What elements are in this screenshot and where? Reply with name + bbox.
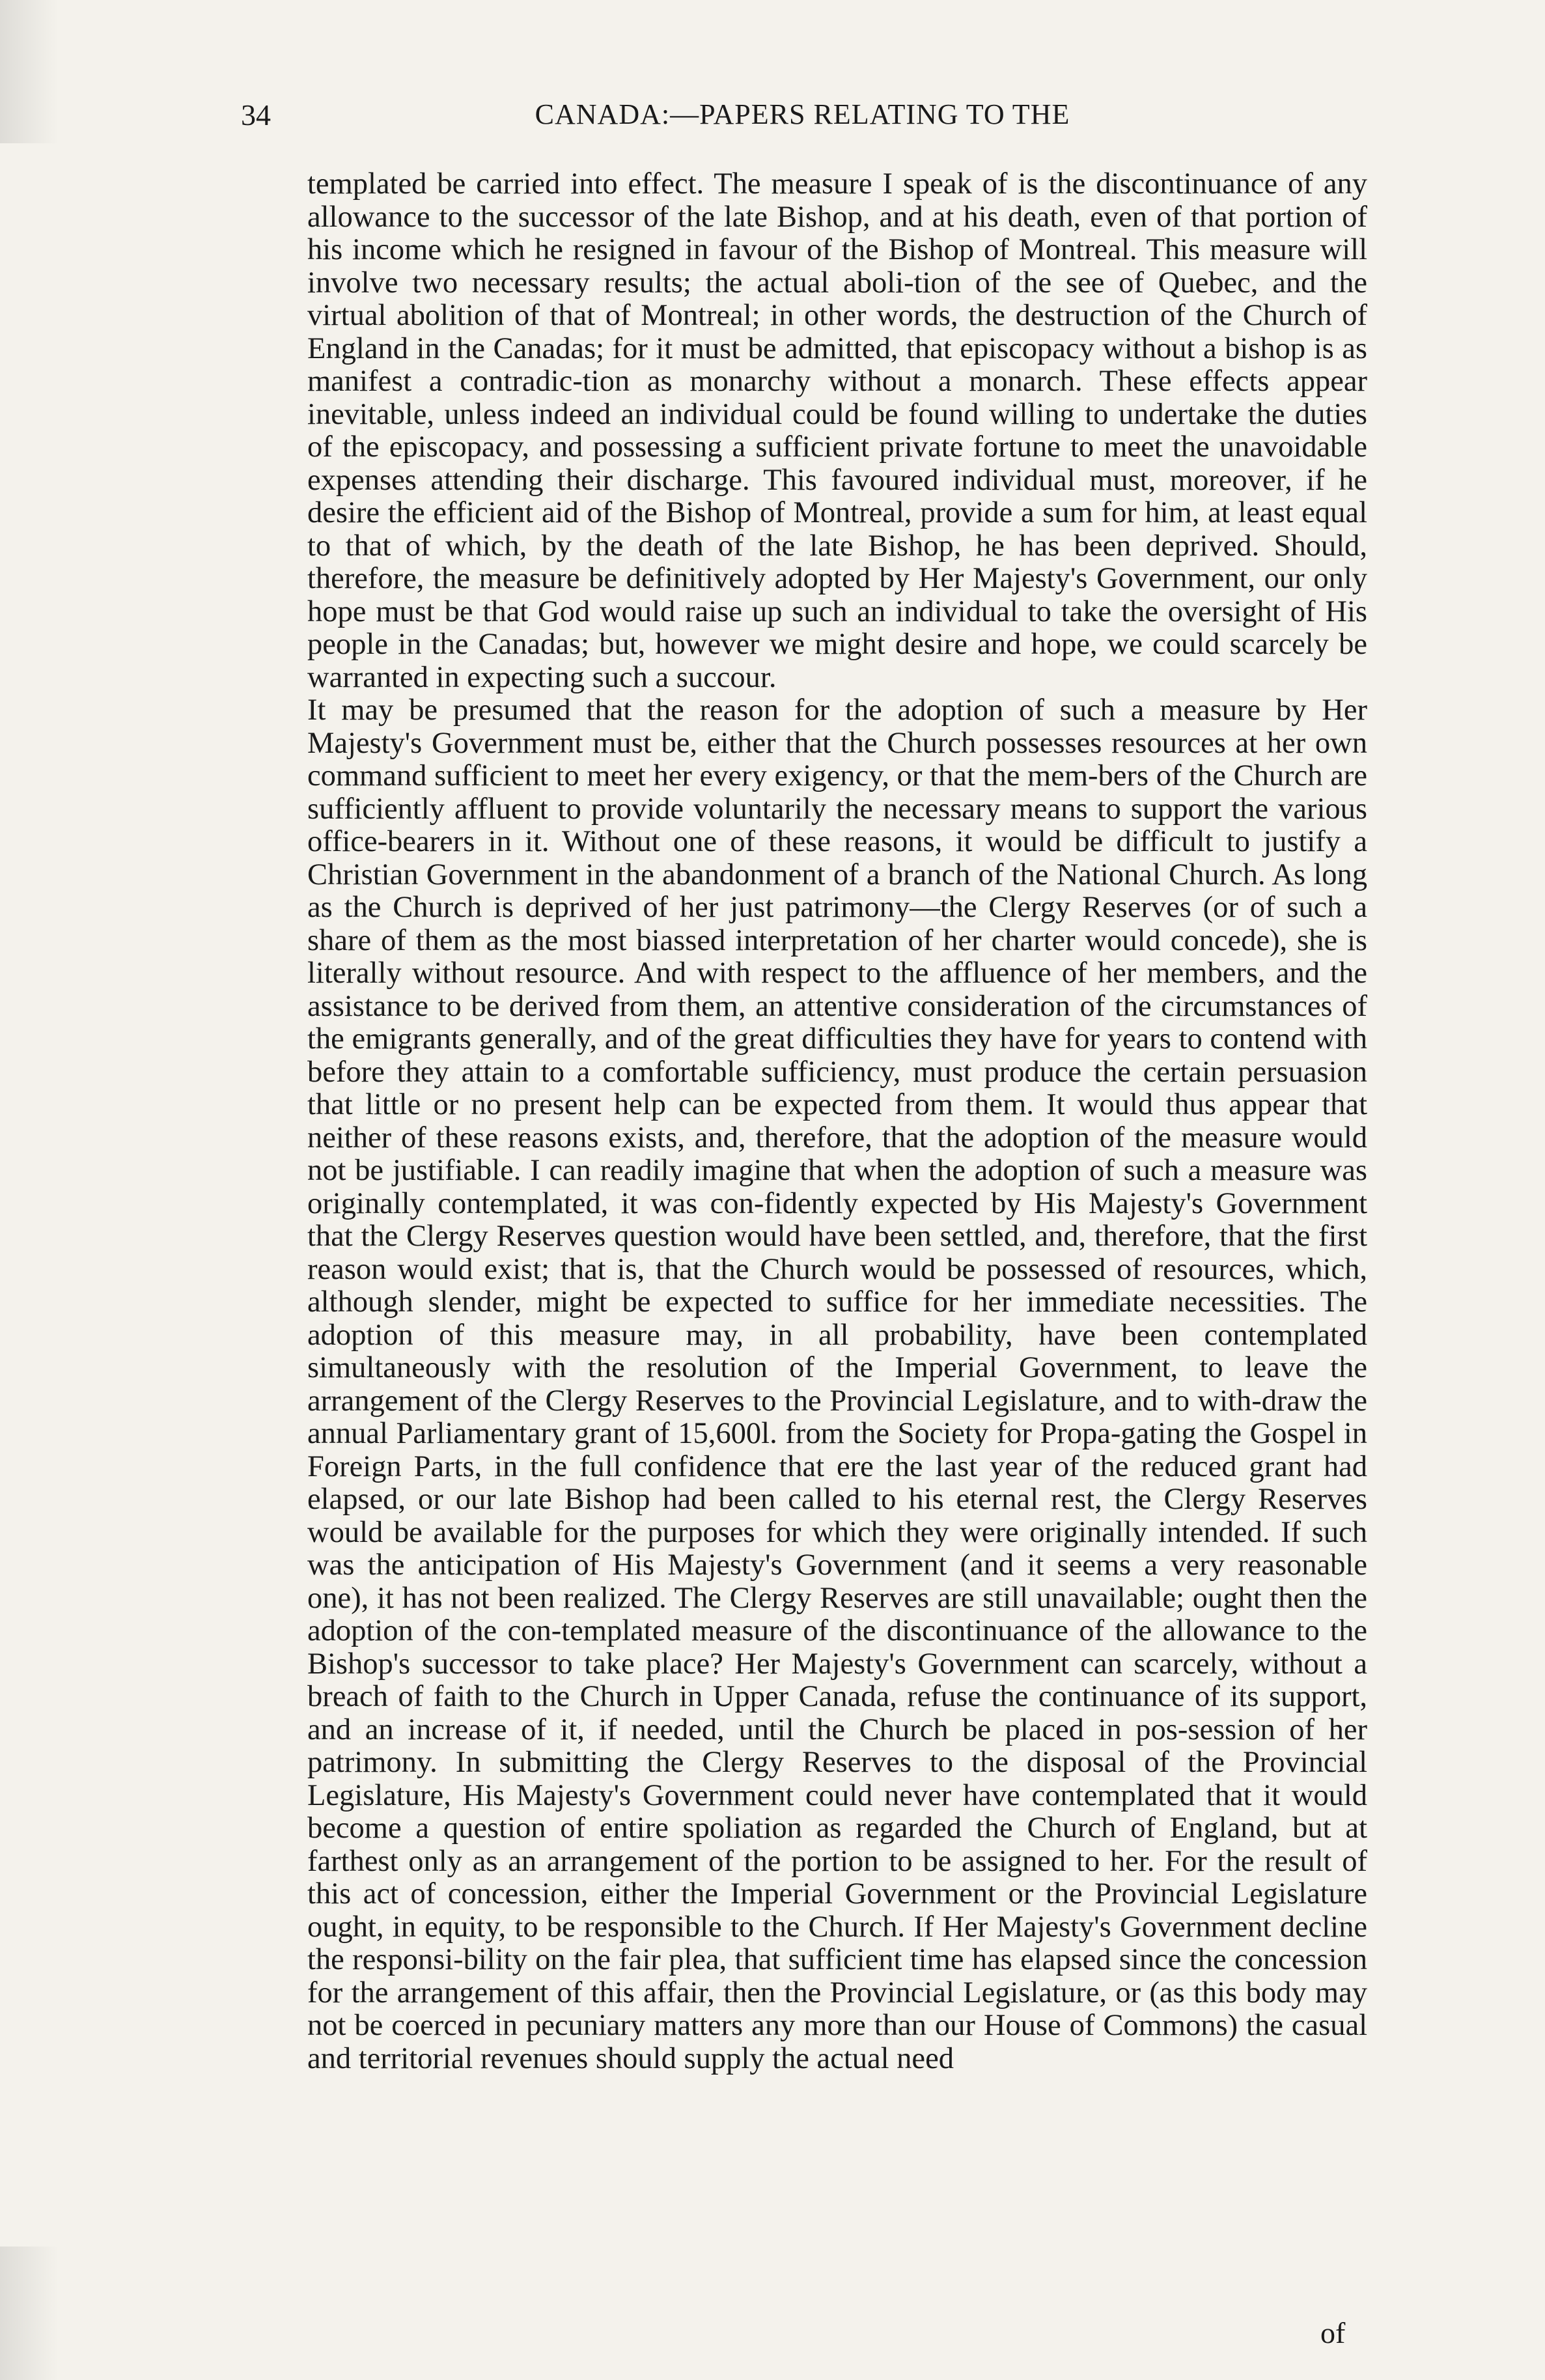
body-text: [307, 168, 1367, 2075]
catchword: of: [1320, 2316, 1346, 2349]
page-header: [241, 98, 1364, 143]
scan-edge-mark: [0, 0, 59, 143]
scan-edge-mark: [0, 2247, 59, 2380]
paragraph: It may be presumed that the reason for the adoption of such a measure by Her Majesty's Government must be, either that the Church possesses resources at her own command sufficient to meet her every exigency, or that the mem-bers of the Church are sufficiently affluent to provide voluntarily the necessary means to support the various office-bearers in it. Without one of these reasons, it would be difficult to justify a Christian Government in the abandonment of a branch of the National Church. As long as the Church is deprived of her just patrimony—the Clergy Reserves (or of such a share of them as the most biassed interpretation of her charter would concede), she is literally without resource. And with respect to the affluence of her members, and the assistance to be derived from them, an attentive consideration of the circumstances of the emigrants generally, and of the great difficulties they have for years to contend with before they attain to a comfortable sufficiency, must produce the certain persuasion that little or no present help can be expected from them. It would thus appear that neither of these reasons exists, and, therefore, that the adoption of the measure would not be justifiable. I can readily imagine that when the adoption of such a measure was originally contemplated, it was con-fidently expected by His Majesty's Government that the Clergy Reserves question would have been settled, and, therefore, that the first reason would exist; that is, that the Church would be possessed of resources, which, although slender, might be expected to suffice for her immediate necessities. The adoption of this measure may, in all probability, have been contemplated simultaneously with the resolution of the Imperial Government, to leave the arrangement of the Clergy Reserves to the Provincial Legislature, and to with-draw the annual Parliamentary grant of 15,600l. from the Society for Propa-gating the Gospel in Foreign Parts, in the full confidence that ere the last year of the reduced grant had elapsed, or our late Bishop had been called to his eternal rest, the Clergy Reserves would be available for the purposes for which they were originally intended. If such was the anticipation of His Majesty's Government (and it seems a very reasonable one), it has not been realized. The Clergy Reserves are still unavailable; ought then the adoption of the con-templated measure of the discontinuance of the allowance to the Bishop's successor to take place? Her Majesty's Government can scarcely, without a breach of faith to the Church in Upper Canada, refuse the continuance of its support, and an increase of it, if needed, until the Church be placed in pos-session of her patrimony. In submitting the Clergy Reserves to the disposal of the Provincial Legislature, His Majesty's Government could never have contemplated that it would become a question of entire spoliation as regarded the Church of England, but at farthest only as an arrangement of the portion to be assigned to her. For the result of this act of concession, either the Imperial Government or the Provincial Legislature ought, in equity, to be responsible to the Church. If Her Majesty's Government decline the responsi-bility on the fair plea, that sufficient time has elapsed since the concession for the arrangement of this affair, then the Provincial Legislature, or (as this body may not be coerced in pecuniary matters any more than our House of Commons) the casual and territorial revenues should supply the actual need: [307, 693, 1367, 2075]
paragraph: templated be carried into effect. The measure I speak of is the discontinuance of any allowance to the successor of the late Bishop, and at his death, even of that portion of his income which he resigned in favour of the Bishop of Montreal. This measure will involve two necessary results; the actual aboli-tion of the see of Quebec, and the virtual abolition of that of Montreal; in other words, the destruction of the Church of England in the Canadas; for it must be admitted, that episcopacy without a bishop is as manifest a contradic-tion as monarchy without a monarch. These effects appear inevitable, unless indeed an individual could be found willing to undertake the duties of the episcopacy, and possessing a sufficient private fortune to meet the unavoidable expenses attending their discharge. This favoured individual must, moreover, if he desire the efficient aid of the Bishop of Montreal, provide a sum for him, at least equal to that of which, by the death of the late Bishop, he has been deprived. Should, therefore, the measure be definitively adopted by Her Majesty's Government, our only hope must be that God would raise up such an individual to take the oversight of His people in the Canadas; but, however we might desire and hope, we could scarcely be warranted in expecting such a succour.: [307, 167, 1367, 694]
running-title: CANADA:—PAPERS RELATING TO THE: [535, 98, 1070, 130]
page-number: 34: [241, 98, 271, 132]
